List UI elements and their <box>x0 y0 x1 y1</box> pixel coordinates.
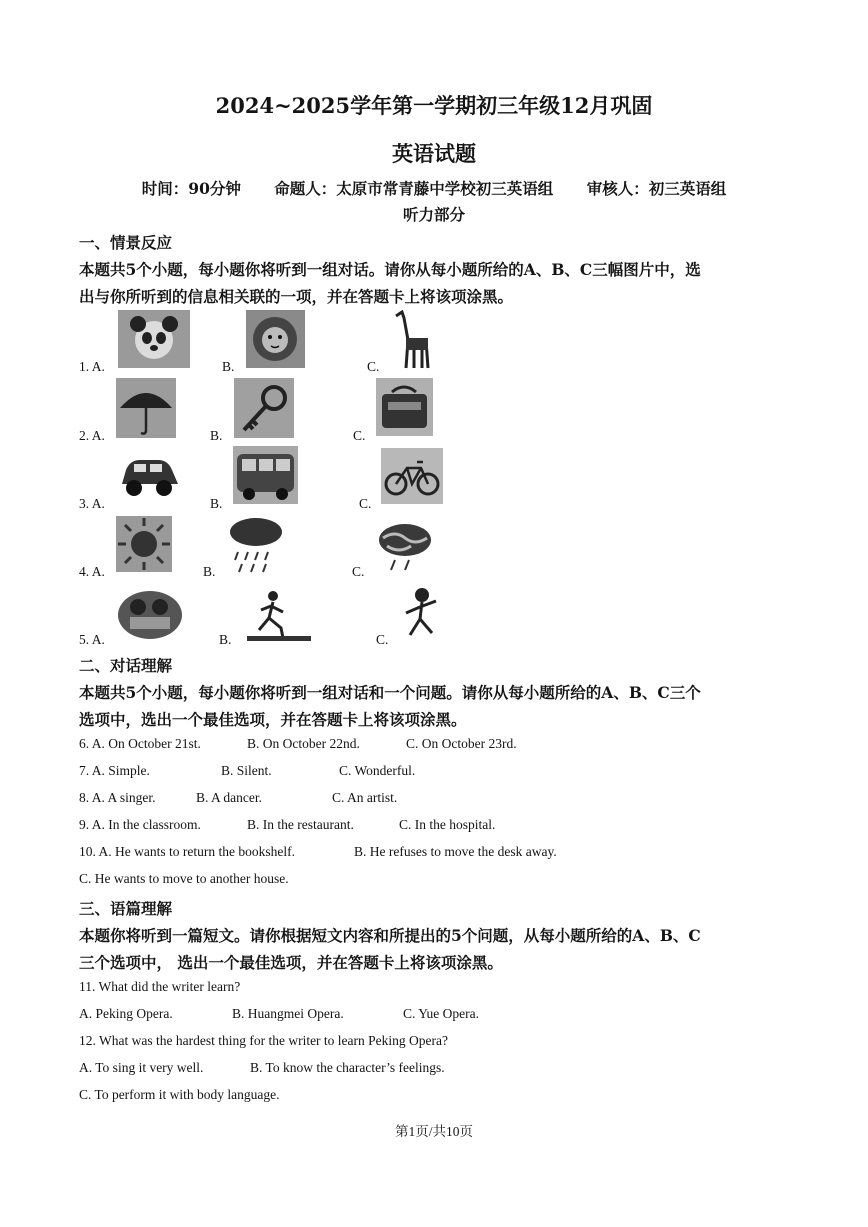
q10-option-c: C. He wants to move to another house. <box>79 871 289 886</box>
q4-label-b: B. <box>203 564 216 579</box>
exam-time: 时间：90分钟 <box>141 179 241 198</box>
q11-option-c: C. Yue Opera. <box>403 1006 479 1021</box>
purse-picture <box>376 378 433 436</box>
section2-instruction-2: 选项中，选出一个最佳选项，并在答题卡上将该项涂黑。 <box>79 710 467 729</box>
q6-option-b: B. On October 22nd. <box>247 736 360 751</box>
q5-label-b: B. <box>219 632 232 647</box>
q11-question: 11. What did the writer learn? <box>79 979 241 994</box>
q5-label-c: C. <box>376 632 389 647</box>
car-picture <box>116 450 182 502</box>
q2-label-c: C. <box>353 428 366 443</box>
exam-meta <box>0 177 868 199</box>
q1-label-c: C. <box>367 359 380 374</box>
q9-option-a: 9. A. In the classroom. <box>79 817 201 832</box>
q1-label-b: B. <box>222 359 235 374</box>
section1-heading: 一、情景反应 <box>79 233 173 252</box>
bus-picture <box>233 446 298 504</box>
q10-option-b: B. He refuses to move the desk away. <box>354 844 557 859</box>
exam-title: 2024~2025学年第一学期初三年级12月巩固 <box>215 93 653 118</box>
q8-option-c: C. An artist. <box>332 790 398 805</box>
q3-label-b: B. <box>210 496 223 511</box>
bicycle-picture <box>381 448 443 504</box>
section3-heading: 三、语篇理解 <box>79 899 173 918</box>
q6-option-a: 6. A. On October 21st. <box>79 736 201 751</box>
section1-instruction-1: 本题共5个小题，每小题你将听到一组对话。请你从每小题所给的A、B、C三幅图片中，选 <box>79 260 701 279</box>
section2-heading: 二、对话理解 <box>79 656 173 675</box>
windy-picture <box>375 516 435 574</box>
rainy-picture <box>226 514 286 576</box>
page-number: 第1页/共10页 <box>394 1124 473 1139</box>
q6-option-c: C. On October 23rd. <box>406 736 517 751</box>
lion-picture <box>246 310 305 368</box>
q2-label-a: 2. A. <box>79 428 105 443</box>
q4-label-c: C. <box>352 564 365 579</box>
q12-option-b: B. To know the character’s feelings. <box>250 1060 445 1075</box>
section2-instruction-1: 本题共5个小题，每小题你将听到一组对话和一个问题。请你从每小题所给的A、B、C三个 <box>79 683 701 702</box>
section3-instruction-1: 本题你将听到一篇短文。请你根据短文内容和所提出的5个问题，从每小题所给的A、B、C <box>79 926 701 945</box>
picnic-picture <box>116 585 184 643</box>
running-picture <box>243 588 315 644</box>
key-picture <box>234 378 294 438</box>
q12-option-a: A. To sing it very well. <box>79 1060 204 1075</box>
q10-option-a: 10. A. He wants to return the bookshelf. <box>79 844 295 859</box>
section3-instruction-2: 三个选项中， 选出一个最佳选项，并在答题卡上将该项涂黑。 <box>79 953 503 972</box>
exam-subtitle: 英语试题 <box>392 141 476 166</box>
q1-label-a: 1. A. <box>79 359 105 374</box>
sunny-picture <box>116 516 172 572</box>
section1-instruction-2: 出与你所听到的信息相关联的一项，并在答题卡上将该项涂黑。 <box>79 287 514 306</box>
q7-option-c: C. Wonderful. <box>339 763 416 778</box>
q4-label-a: 4. A. <box>79 564 105 579</box>
q7-option-b: B. Silent. <box>221 763 272 778</box>
exam-author: 命题人：太原市常青藤中学校初三英语组 <box>274 179 554 198</box>
q8-option-b: B. A dancer. <box>196 790 262 805</box>
exam-reviewer: 审核人：初三英语组 <box>586 179 727 198</box>
q11-option-b: B. Huangmei Opera. <box>232 1006 344 1021</box>
panda-picture <box>118 310 190 368</box>
q5-label-a: 5. A. <box>79 632 105 647</box>
part-title: 听力部分 <box>402 205 465 224</box>
q12-question: 12. What was the hardest thing for the writer to learn Peking Opera? <box>79 1033 449 1048</box>
q2-label-b: B. <box>210 428 223 443</box>
q12-option-c: C. To perform it with body language. <box>79 1087 280 1102</box>
q9-option-c: C. In the hospital. <box>399 817 496 832</box>
q9-option-b: B. In the restaurant. <box>247 817 354 832</box>
umbrella-picture <box>116 378 176 438</box>
giraffe-picture <box>388 310 436 372</box>
q3-label-a: 3. A. <box>79 496 105 511</box>
q3-label-c: C. <box>359 496 372 511</box>
dancing-picture <box>398 585 448 643</box>
q11-option-a: A. Peking Opera. <box>79 1006 173 1021</box>
q8-option-a: 8. A. A singer. <box>79 790 156 805</box>
q7-option-a: 7. A. Simple. <box>79 763 150 778</box>
